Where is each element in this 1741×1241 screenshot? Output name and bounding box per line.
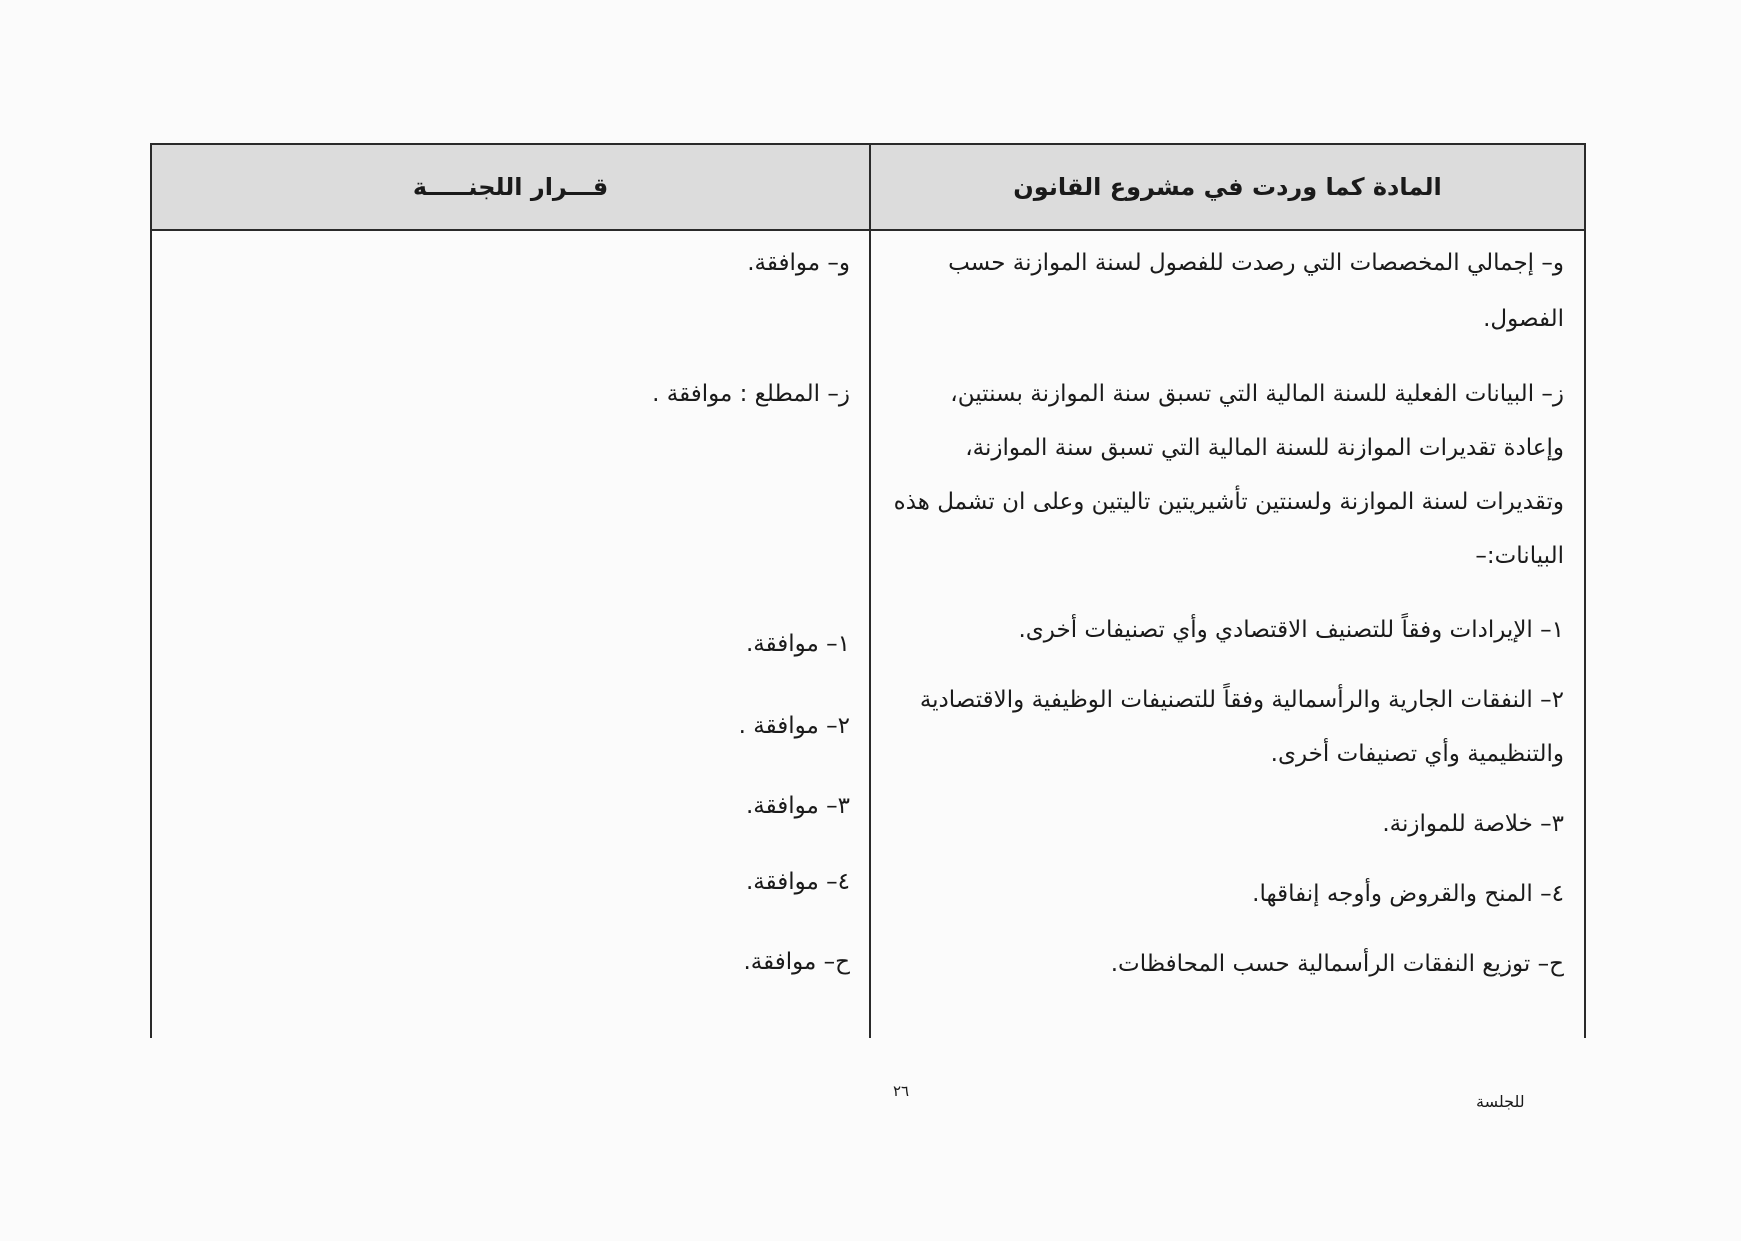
article-line: ٣– خلاصة للموازنة. [1382, 811, 1564, 837]
decision-line: ٤– موافقة. [745, 869, 850, 895]
article-line: ح– توزيع النفقات الرأسمالية حسب المحافظات. [1110, 951, 1564, 977]
article-line: البيانات:– [1475, 543, 1564, 569]
page-number: ٢٦ [893, 1082, 910, 1100]
decision-line: ٢– موافقة . [738, 713, 850, 739]
decision-line: ٣– موافقة. [745, 793, 850, 819]
decision-line: ح– موافقة. [743, 949, 850, 975]
decision-line: ز– المطلع : موافقة . [652, 381, 850, 407]
article-line: ١– الإيرادات وفقاً للتصنيف الاقتصادي وأي تصنيفات أخرى. [1018, 617, 1564, 643]
footer-label: للجلسة [1476, 1092, 1525, 1111]
article-line: ٢– النفقات الجارية والرأسمالية وفقاً للتصنيفات الوظيفية والاقتصادية [919, 687, 1564, 713]
article-line: وإعادة تقديرات الموازنة للسنة المالية التي تسبق سنة الموازنة، [965, 435, 1564, 461]
comparison-table [150, 143, 1586, 1038]
column-divider [869, 145, 871, 1038]
article-line: ز– البيانات الفعلية للسنة المالية التي تسبق سنة الموازنة بسنتين، [950, 381, 1564, 407]
decision-column-header: قـــرار اللجنـــــة [412, 173, 609, 201]
article-line: الفصول. [1483, 306, 1564, 332]
article-line: و– إجمالي المخصصات التي رصدت للفصول لسنة الموازنة حسب [948, 250, 1564, 276]
article-line: والتنظيمية وأي تصنيفات أخرى. [1270, 741, 1564, 767]
article-line: وتقديرات لسنة الموازنة ولسنتين تأشيريتين تاليتين وعلى ان تشمل هذه [893, 489, 1564, 515]
decision-line: ١– موافقة. [745, 631, 850, 657]
decision-line: و– موافقة. [747, 250, 850, 276]
table-header-row [152, 145, 1584, 231]
article-column-header: المادة كما وردت في مشروع القانون [1013, 173, 1442, 201]
article-line: ٤– المنح والقروض وأوجه إنفاقها. [1252, 881, 1564, 907]
